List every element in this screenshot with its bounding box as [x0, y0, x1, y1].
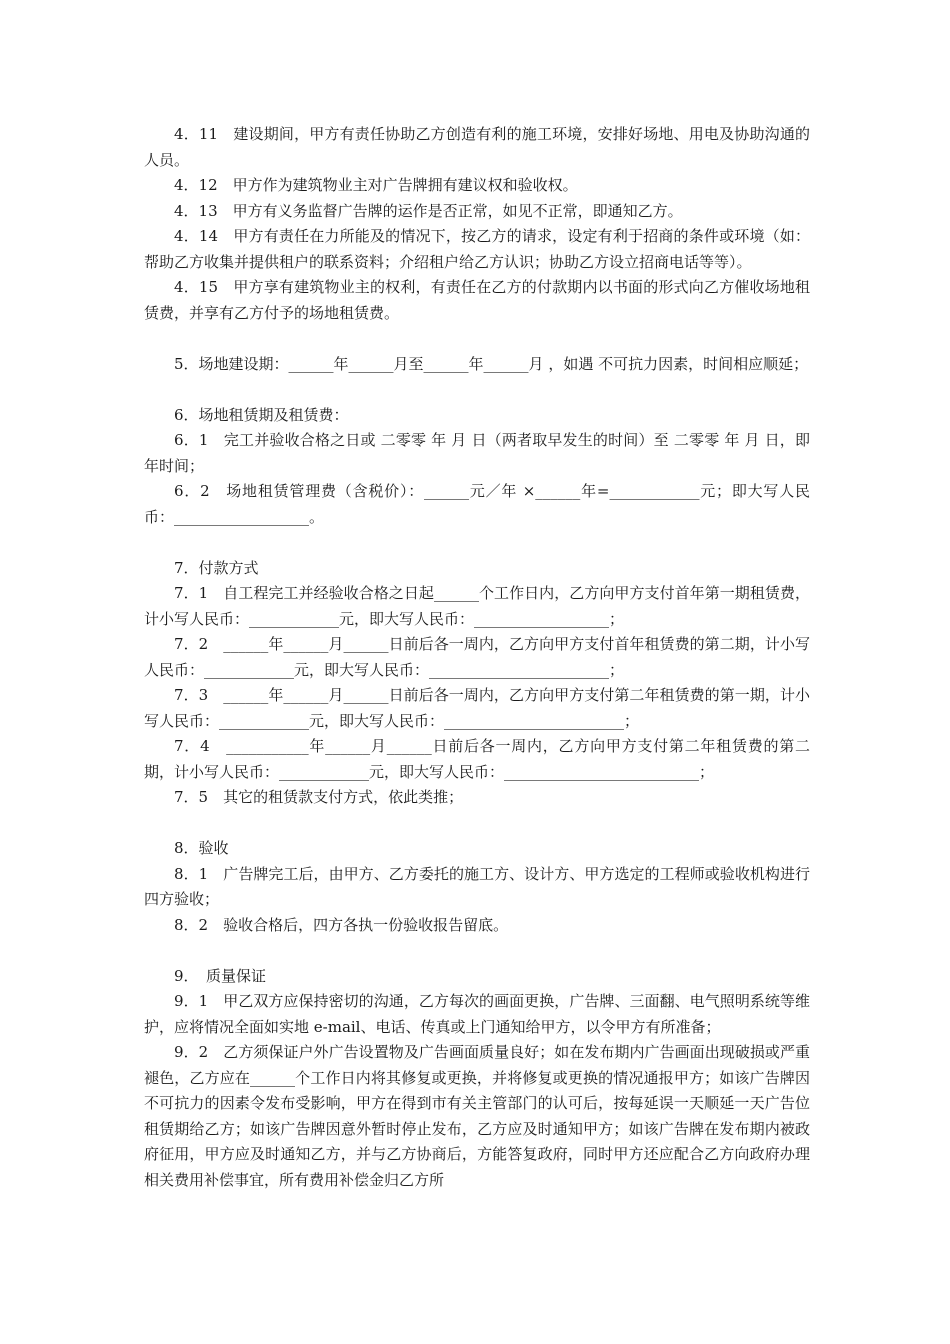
clause-9-2: 9．2 乙方须保证户外广告设置物及广告画面质量良好；如在发布期内广告画面出现破损或严重褪色，乙方应在______个工作日内将其修复或更换，并将修复或更换的情况通报甲方；如该广告牌因不可抗力的因素令发布受影响，甲方在得到市有关主管部门的认可后，按每延误一天顺延一天广告位租赁期给乙方；如该广告牌因意外暂时停止发布，乙方应及时通知甲方；如该广告牌在发布期内被政府征用，甲方应及时通知乙方，并与乙方协商后，方能答复政府，同时甲方还应配合乙方向政府办理相关费用补偿事宜，所有费用补偿金归乙方所	[144, 1043, 810, 1189]
section-spacer	[144, 938, 810, 964]
clause-7-1: 7．1 自工程完工并经验收合格之日起______个工作日内，乙方向甲方支付首年第一期租赁费，计小写人民币：____________元，即大写人民币：__________________；	[144, 584, 810, 628]
document-page	[144, 122, 815, 1193]
clause-4-11: 4．11 建设期间，甲方有责任协助乙方创造有利的施工环境，安排好场地、用电及协助沟通的人员。	[144, 125, 810, 169]
clause-4-12: 4．12 甲方作为建筑物业主对广告牌拥有建议权和验收权。	[174, 176, 578, 194]
clause-6-1: 6．1 完工并验收合格之日或 二零零 年 月 日（两者取早发生的时间）至 二零零 年 月 日，即 年时间；	[144, 431, 815, 475]
clause-5: 5．场地建设期：______年______月至______年______月 ，如遇 不可抗力因素，时间相应顺延；	[174, 354, 809, 373]
section-spacer	[144, 326, 810, 352]
clause-6-2: 6．2 场地租赁管理费（含税价）：______元／年 ×______年=____________元；即大写人民币：__________________。	[144, 482, 810, 526]
clause-7-5: 7．5 其它的租赁款支付方式，依此类推；	[174, 788, 464, 806]
clause-7-3: 7．3 ______年______月______日前后各一周内，乙方向甲方支付第二年租赁费的第一期，计小写人民币：____________元，即大写人民币：________________________；	[144, 686, 810, 730]
clause-4-13: 4．13 甲方有义务监督广告牌的运作是否正常，如见不正常，即通知乙方。	[174, 201, 683, 220]
clause-4-15: 4．15 甲方享有建筑物业主的权利，有责任在乙方的付款期内以书面的形式向乙方催收场地租赁费，并享有乙方付予的场地租赁费。	[144, 278, 810, 322]
clause-9-1: 9．1 甲乙双方应保持密切的沟通，乙方每次的画面更换，广告牌、三面翻、电气照明系统等维护，应将情况全面如实地 e-mail、电话、传真或上门通知给甲方，以令甲方有所准备；	[144, 992, 810, 1036]
section-spacer	[144, 530, 810, 556]
clause-8-1: 8．1 广告牌完工后，由甲方、乙方委托的施工方、设计方、甲方选定的工程师或验收机构进行四方验收；	[144, 864, 810, 908]
section-6-title: 6．场地租赁期及租赁费：	[174, 405, 349, 424]
section-spacer	[144, 811, 810, 837]
section-9-title: 9． 质量保证	[174, 966, 267, 985]
clause-7-2: 7．2 ______年______月______日前后各一周内，乙方向甲方支付首年租赁费的第二期，计小写人民币：____________元，即大写人民币：________________________；	[144, 635, 810, 679]
clause-7-4: 7．4 ___________年______月______日前后各一周内，乙方向甲方支付第二年租赁费的第二期，计小写人民币：____________元，即大写人民币：__________________________；	[144, 737, 810, 781]
section-spacer	[144, 377, 810, 403]
section-7-title: 7．付款方式	[174, 558, 259, 577]
clause-8-2: 8．2 验收合格后，四方各执一份验收报告留底。	[174, 915, 509, 934]
section-8-title: 8．验收	[174, 839, 229, 857]
clause-4-14: 4．14 甲方有责任在力所能及的情况下，按乙方的请求，设定有利于招商的条件或环境（如：帮助乙方收集并提供租户的联系资料；介绍租户给乙方认识；协助乙方设立招商电话等等）。	[144, 227, 810, 271]
